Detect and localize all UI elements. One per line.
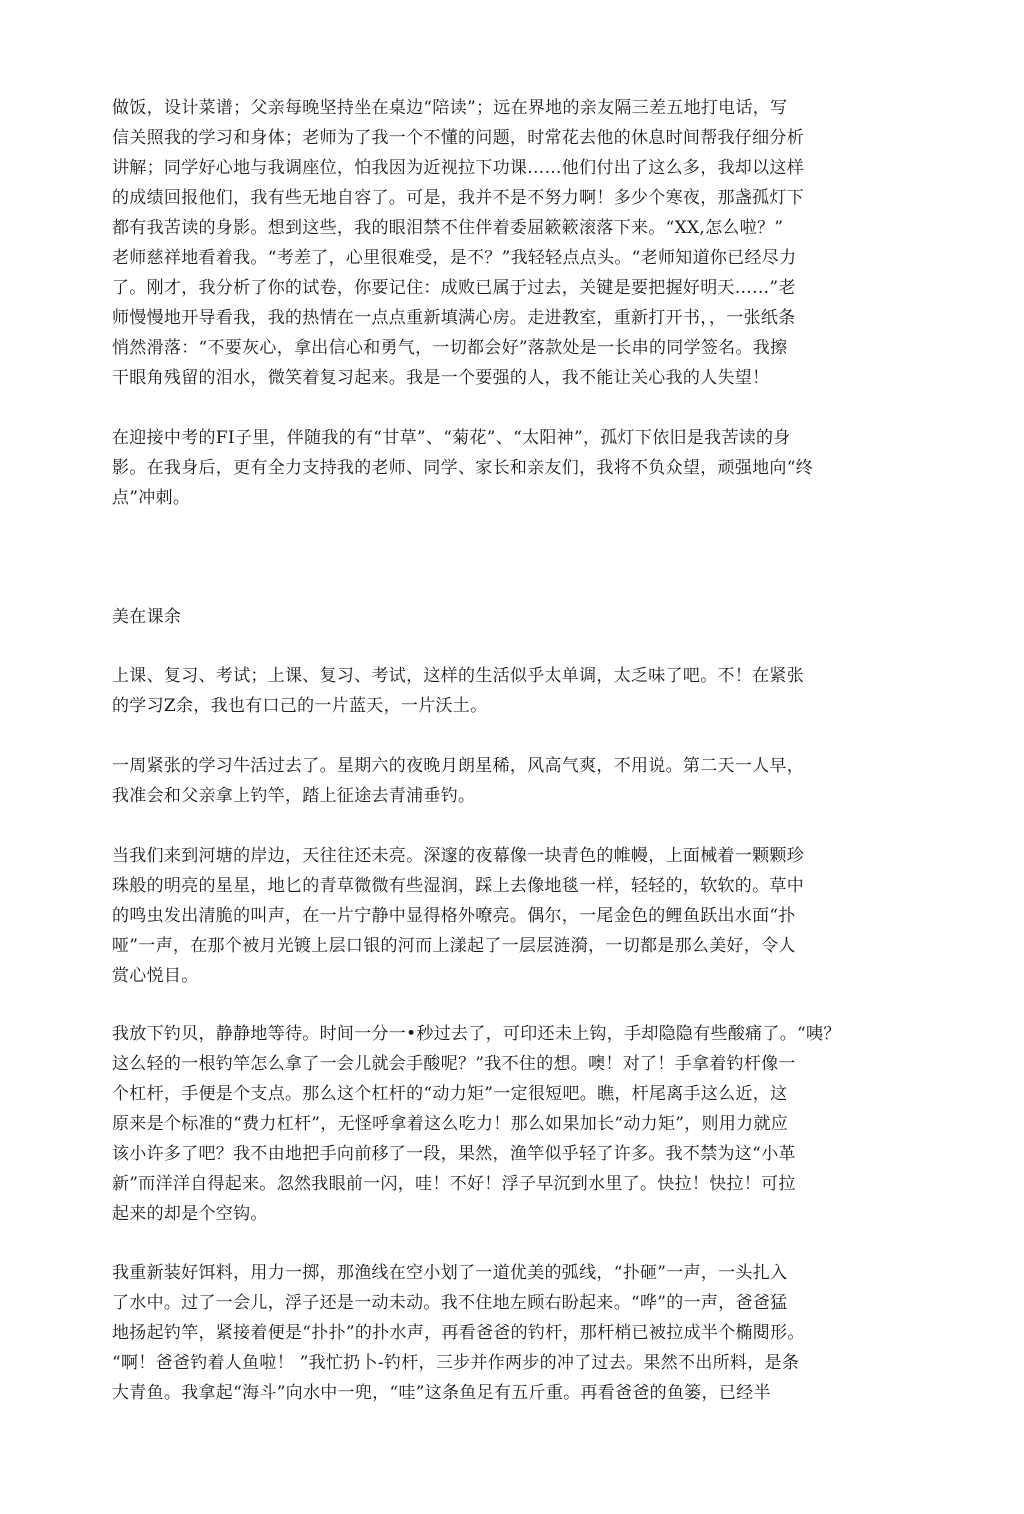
paragraph-line: 当我们来到河塘的岸边，天往往还未亮。深邃的夜幕像一块青色的帷幔，上面械着一颗颗珍 xyxy=(112,846,804,866)
paragraph-line: 讲解；同学好心地与我调座位，怕我因为近视拉下功课……他们付出了这么多，我却以这样 xyxy=(112,158,804,178)
paragraph-line: 地扬起钓竿，紧接着便是“扑扑”的扑水声，再看爸爸的钓杆，那杆梢已被拉成半个椭閱形。 xyxy=(112,1323,805,1343)
paragraph-line: 在迎接中考的FI子里，伴随我的有“甘草”、“菊花”、“太阳神”，孤灯下依旧是我苦读的身 xyxy=(112,428,791,448)
paragraph-line: 师慢慢地开导看我，我的热情在一点点重新填满心房。走进教室，重新打开书，，一张纸条 xyxy=(112,308,796,328)
paragraph-line: 个杠杆，手便是个支点。那么这个杠杆的“动力矩”一定很短吧。瞧，杆尾离手这么近，这 xyxy=(112,1084,788,1104)
paragraph-line: 这么轻的一根钓竿怎么拿了一会儿就会手酸呢？”我不住的想。噢！对了！手拿着钓杆像一 xyxy=(112,1054,796,1074)
paragraph-line: 点”冲刺。 xyxy=(112,488,191,508)
section-title: 美在课余 xyxy=(112,607,182,627)
paragraph-line: “啊！爸爸钓着人鱼啦！ ”我忙扔卜-钓杆，三步并作两步的冲了过去。果然不出所料，是条 xyxy=(112,1353,800,1373)
paragraph-line: 大青鱼。我拿起“海斗”向水中一兜，“哇”这条鱼足有五斤重。再看爸爸的鱼篓，已经半 xyxy=(112,1383,771,1403)
paragraph-line: 我放下钓贝，静静地等待。时间一分一•秒过去了，可印还未上钩，手却隐隐有些酸痛了。“咦？ xyxy=(112,1024,841,1044)
paragraph-line: 悄然滑落：“不要灰心，拿出信心和勇气，一切都会好”落款处是一长串的同学签名。我擦 xyxy=(112,338,788,358)
paragraph-line: 干眼角残留的泪水，微笑着复习起来。我是一个要强的人，我不能让关心我的人失望！ xyxy=(112,368,770,388)
paragraph-line: 该小许多了吧？我不由地把手向前移了一段，果然，渔竿似乎轻了许多。我不禁为这“小革 xyxy=(112,1144,796,1164)
paragraph-line: 的成绩回报他们，我有些无地自容了。可是，我并不是不努力啊！多少个寒夜，那盏孤灯下 xyxy=(112,188,804,208)
paragraph-line: 做饭，设计菜谱；父亲每晚坚持坐在桌边“陪读”；远在界地的亲友隔三差五地打电话，写 xyxy=(112,98,788,118)
paragraph-line: 信关照我的学习和身体；老师为了我一个不懂的问题，时常花去他的休息时间帮我仔细分析 xyxy=(112,128,804,148)
paragraph-line: 哑”一声，在那个被月光镀上层口银的河而上漾起了一层层涟漪，一切都是那么美好，令人 xyxy=(112,936,796,956)
paragraph-line: 原来是个标准的“费力杠杆”，无怪呼拿着这么吃力！那么如果加长“动力矩”，则用力就应 xyxy=(112,1114,789,1134)
paragraph-line: 老师慈祥地看着我。“考差了，心里很难受，是不？”我轻轻点点头。“老师知道你已经尽力 xyxy=(112,248,797,268)
paragraph-line: 了。刚才，我分析了你的试卷，你要记住：成败已属于过去，关键是要把握好明天……”老 xyxy=(112,278,796,298)
paragraph-line: 的鸣虫发出清脆的叫声，在一片宁静中显得格外嘹亮。偶尔，一尾金色的鲤鱼跃出水面“扑 xyxy=(112,906,796,926)
paragraph-line: 珠般的明亮的星星，地匕的青草微微有些湿润，踩上去像地毯一样，轻轻的，软软的。草中 xyxy=(112,876,804,896)
paragraph-line: 上课、复习、考试；上课、复习、考试，这样的生活似乎太单调，太乏味了吧。不！在紧张 xyxy=(112,666,804,686)
paragraph-line: 的学习Z余，我也有口己的一片蓝天，一片沃土。 xyxy=(112,696,488,716)
paragraph-line: 我重新装好饵料，用力一掷，那渔线在空小划了一道优美的弧线，“扑砸”一声，一头扎入 xyxy=(112,1263,788,1283)
paragraph-line: 了水中。过了一会儿，浮子还是一动未动。我不住地左顾右盼起来。“哗”的一声，爸爸猛 xyxy=(112,1293,788,1313)
paragraph-line: 都有我苦读的身影。想到这些，我的眼泪禁不住伴着委屈簌簌滚落下来。“XX,怎么啦？” xyxy=(112,218,784,238)
paragraph-line: 起来的却是个空钩。 xyxy=(112,1204,268,1224)
paragraph-line: 赏心悦目。 xyxy=(112,966,199,986)
paragraph-line: 一周紧张的学习牛活过去了。星期六的夜晚月朗星稀，风高气爽，不用说。第二天一人早， xyxy=(112,756,804,776)
paragraph-line: 我准会和父亲拿上钓竿，踏上征途去青浦垂钓。 xyxy=(112,786,476,806)
paragraph-line: 新”而洋洋自得起来。忽然我眼前一闪，哇！不好！浮子早沉到水里了。快拉！快拉！可拉 xyxy=(112,1174,796,1194)
paragraph-line: 影。在我身后，更有全力支持我的老师、同学、家长和亲友们，我将不负众望，顽强地向“终 xyxy=(112,458,813,478)
